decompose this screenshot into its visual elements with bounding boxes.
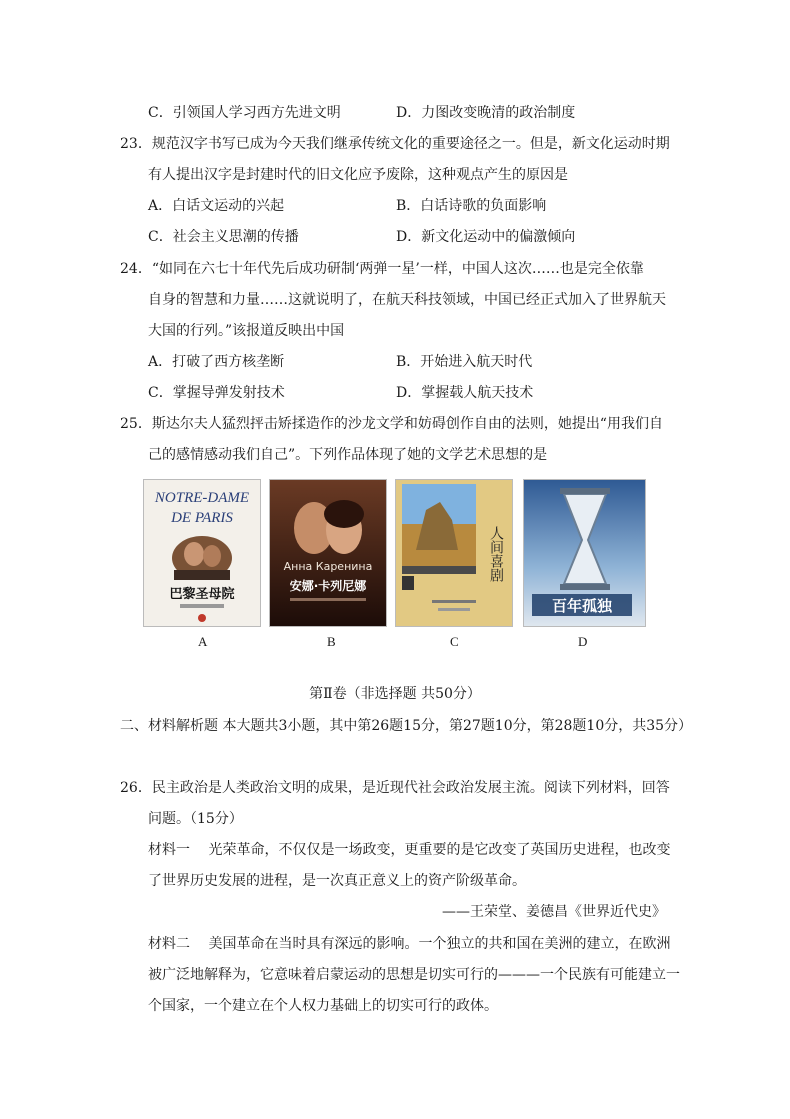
q23-stem-line1: 23．规范汉字书写已成为今天我们继承传统文化的重要途径之一。但是，新文化运动时期 — [120, 136, 670, 152]
book-d-title-cn: 百年孤独 — [551, 597, 613, 615]
q26-stem-line2: 问题。（15分） — [148, 811, 243, 827]
q23-option-b: B．白话诗歌的负面影响 — [396, 198, 547, 214]
book-label-b: B — [327, 634, 336, 649]
book-label-a: A — [198, 634, 208, 649]
q25-stem-line2: 己的感情感动我们自己”。下列作品体现了她的文学艺术思想的是 — [148, 447, 548, 463]
q26-material1-line1: 材料一 光荣革命，不仅仅是一场政变，更重要的是它改变了英国历史进程，也改变 — [148, 842, 671, 858]
book-cover-b — [269, 479, 387, 627]
q26-material2-line3: 个国家，一个建立在个人权力基础上的切实可行的政体。 — [148, 998, 498, 1014]
q24-stem-line1: 24．“如同在六七十年代先后成功研制‘两弹一星’一样，中国人这次……也是完全依靠 — [120, 261, 644, 277]
q24-option-a: A．打破了西方核垄断 — [148, 354, 285, 370]
q24-option-d: D．掌握载人航天技术 — [396, 385, 534, 401]
book-label-c: C — [450, 634, 459, 649]
book-a-title-top: NOTRE-DAME — [154, 490, 250, 506]
q22-option-d: D．力图改变晚清的政治制度 — [396, 105, 576, 121]
q26-stem-line1: 26．民主政治是人类政治文明的成果，是近现代社会政治发展主流。阅读下列材料，回答 — [120, 780, 670, 796]
book-b-title-cn: 安娜·卡列尼娜 — [289, 579, 367, 593]
book-cover-a — [143, 479, 261, 627]
book-c-title-cn: 人间喜剧 — [488, 526, 504, 582]
q25-stem-line1: 25．斯达尔夫人猛烈抨击矫揉造作的沙龙文学和妨碍创作自由的法则，她提出“用我们自 — [120, 416, 663, 432]
q24-stem-line2: 自身的智慧和力量……这就说明了，在航天科技领域，中国已经正式加入了世界航天 — [148, 292, 666, 308]
q26-material2-line2: 被广泛地解释为，它意味着启蒙运动的思想是切实可行的———一个民族有可能建立一 — [148, 967, 680, 983]
q23-option-d: D．新文化运动中的偏激倾向 — [396, 229, 576, 245]
book-cover-d-art — [524, 480, 645, 626]
q26-material2-line1: 材料二 美国革命在当时具有深远的影响。一个独立的共和国在美洲的建立，在欧洲 — [148, 936, 671, 952]
q23-option-c: C．社会主义思潮的传播 — [148, 229, 299, 245]
book-cover-d — [523, 479, 646, 627]
q26-material1-source: ——王荣堂、姜德昌《世界近代史》 — [442, 904, 666, 920]
q23-stem-line2: 有人提出汉字是封建时代的旧文化应予废除，这种观点产生的原因是 — [148, 167, 568, 183]
book-cover-b-art — [270, 480, 386, 626]
q23-option-a: A．白话文运动的兴起 — [148, 198, 285, 214]
book-cover-c — [395, 479, 513, 627]
q24-stem-line3: 大国的行列。”该报道反映出中国 — [148, 323, 345, 339]
book-cover-a-art — [144, 480, 260, 626]
book-a-title-mid: DE PARIS — [171, 510, 233, 526]
book-cover-c-art — [396, 480, 512, 626]
part2-heading: 第Ⅱ卷（非选择题 共50分） — [309, 686, 481, 702]
q24-option-c: C．掌握导弹发射技术 — [148, 385, 285, 401]
book-label-d: D — [578, 634, 588, 649]
book-a-title-cn: 巴黎圣母院 — [169, 587, 235, 602]
part2-section-title: 二、材料解析题 本大题共3小题，其中第26题15分，第27题10分，第28题10分，共35分） — [120, 718, 693, 734]
q24-option-b: B．开始进入航天时代 — [396, 354, 533, 370]
q22-option-c: C．引领国人学习西方先进文明 — [148, 105, 341, 121]
q26-material1-line2: 了世界历史发展的进程，是一次真正意义上的资产阶级革命。 — [148, 873, 526, 889]
book-b-title-ru: Анна Каренина — [283, 560, 373, 573]
